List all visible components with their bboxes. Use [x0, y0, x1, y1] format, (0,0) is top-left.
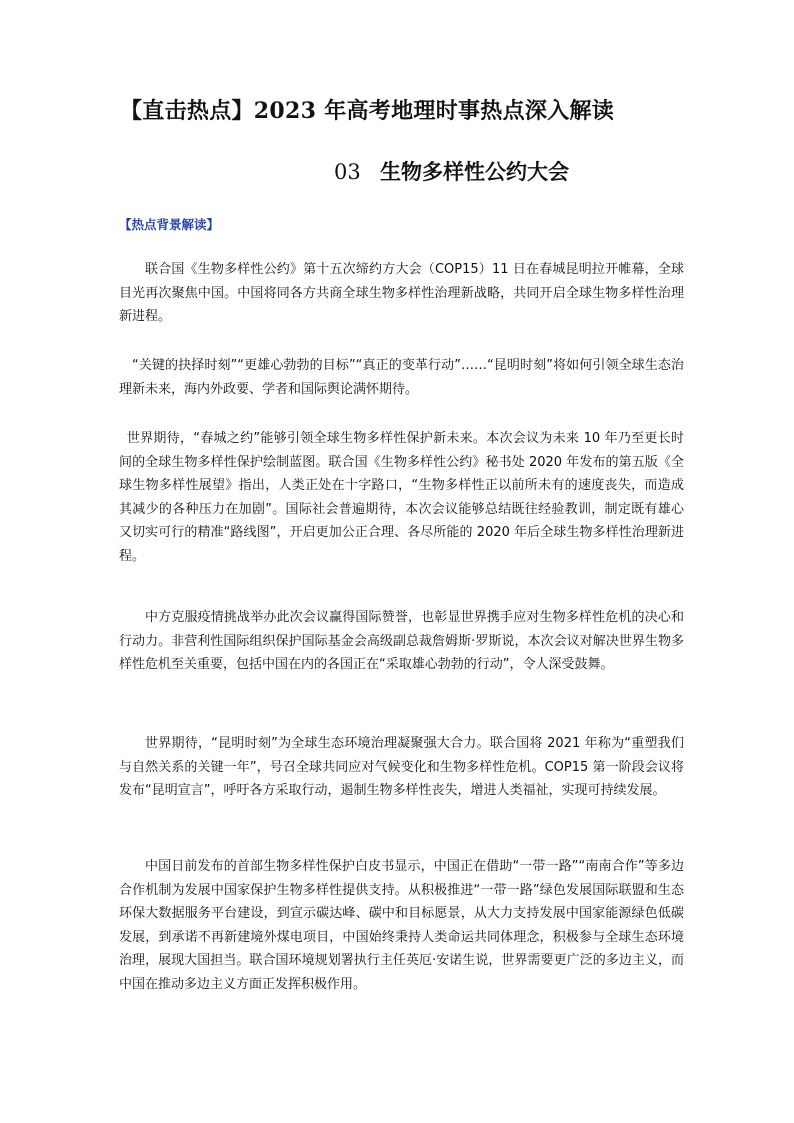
document-title: 【直击热点】2023 年高考地理时事热点深入解读	[120, 98, 615, 124]
paragraph-2: “关键的抉择时刻”“更雄心勃勃的目标”“真正的变革行动”……“昆明时刻”将如何引领全球生态治理新未来，海内外政要、学者和国际舆论满怀期待。	[119, 358, 684, 397]
subtitle-number: 03	[334, 160, 361, 184]
subtitle-text: 生物多样性公约大会	[380, 159, 569, 184]
document-subtitle	[334, 158, 569, 186]
paragraph-6: 中国日前发布的首部生物多样性保护白皮书显示，中国正在借助“一带一路”“南南合作”等多边合作机制为发展中国家保护生物多样性提供支持。从积极推进“一带一路”绿色发展国际联盟和生态环保大数据服务平台建设，到宣示碳达峰、碳中和目标愿景，从大力支持发展中国家能源绿色低碳发展，到承诺不再新建境外煤电项目，中国始终秉持人类命运共同体理念，积极参与全球生态环境治理，展现大国担当。联合国环境规划署执行主任英厄·安诺生说，世界需要更广泛的多边主义，而中国在推动多边主义方面正发挥积极作用。	[119, 859, 684, 992]
paragraph-1: 联合国《生物多样性公约》第十五次缔约方大会（COP15）11 日在春城昆明拉开帷幕，全球目光再次聚焦中国。中国将同各方共商全球生物多样性治理新战略，共同开启全球生物多样性治理新进程。	[119, 262, 684, 324]
paragraph-5: 世界期待，“昆明时刻”为全球生态环境治理凝聚强大合力。联合国将 2021 年称为“重塑我们与自然关系的关键一年”，号召全球共同应对气候变化和生物多样性危机。COP15 第一阶段会议将发布“昆明宣言”，呼吁各方采取行动，遏制生物多样性丧失，增进人类福祉，实现可持续发展。	[119, 736, 684, 798]
section-label: 【热点背景解读】	[119, 217, 220, 232]
paragraph-4: 中方克服疫情挑战举办此次会议赢得国际赞誉，也彰显世界携手应对生物多样性危机的决心和行动力。非营利性国际组织保护国际基金会高级副总裁詹姆斯·罗斯说，本次会议对解决世界生物多样性危机至关重要，包括中国在内的各国正在“采取雄心勃勃的行动”，令人深受鼓舞。	[119, 610, 684, 672]
paragraph-3: 世界期待，“春城之约”能够引领全球生物多样性保护新未来。本次会议为未来 10 年乃至更长时间的全球生物多样性保护绘制蓝图。联合国《生物多样性公约》秘书处 2020 年发布的第五版《全球生物多样性展望》指出，人类正处在十字路口，“生物多样性正以前所未有的速度丧失，而造成其减少的各种压力在加剧”。国际社会普遍期待，本次会议能够总结既往经验教训，制定既有雄心又切实可行的精准“路线图”，开启更加公正合理、各尽所能的 2020 年后全球生物多样性治理新进程。	[119, 431, 684, 564]
